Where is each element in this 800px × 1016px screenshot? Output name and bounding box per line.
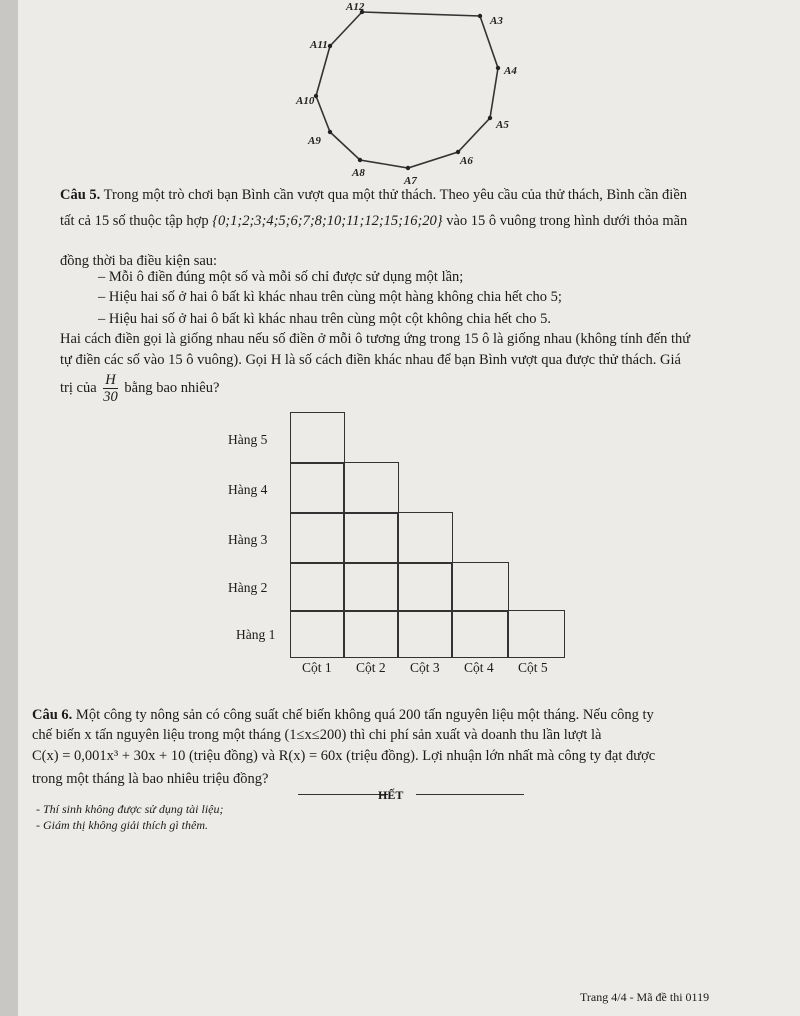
- row-label: Hàng 1: [236, 627, 276, 642]
- vertex-label: A3: [490, 15, 503, 27]
- q5-condition-1: – Mỗi ô điền đúng một số và mỗi số chỉ được sử dụng một lần;: [98, 269, 464, 285]
- vertex-label: A4: [504, 65, 517, 77]
- col-label: Cột 5: [518, 660, 548, 675]
- col-label: Cột 3: [410, 660, 440, 675]
- col-label: Cột 1: [302, 660, 332, 675]
- grid-cell: [343, 562, 399, 612]
- grid-cell: [290, 412, 345, 464]
- fraction-h-over-30: $\frac{H}{30}$: [103, 372, 118, 405]
- q5-line3: đồng thời ba điều kiện sau:: [60, 253, 218, 269]
- vertex-label: A5: [496, 119, 509, 131]
- q5-line4: Hai cách điền gọi là giống nhau nếu số điền ở mỗi ô tương ứng trong 15 ô là giống nhau (không tính đến thứ: [60, 331, 691, 347]
- divider: [298, 794, 388, 795]
- vertex-label: A12: [346, 1, 365, 13]
- staircase-grid: [18, 0, 800, 700]
- grid-cell: [290, 610, 345, 658]
- grid-cell: [290, 562, 345, 612]
- grid-cell: [397, 512, 453, 564]
- vertex-label: A11: [310, 39, 328, 51]
- vertex-label: A7: [404, 175, 417, 187]
- grid-cell: [343, 512, 399, 564]
- vertex-label: A9: [308, 135, 321, 147]
- vertex-label: A6: [460, 155, 473, 167]
- grid-cell: [451, 562, 509, 612]
- q6-line2: chế biến x tấn nguyên liệu trong một tháng (1≤x≤200) thì chi phí sản xuất và doanh thu lần lượt là: [32, 727, 602, 743]
- q6-line1: Câu 6. Một công ty nông sản có công suất chế biến không quá 200 tấn nguyên liệu một tháng. Nếu công ty: [32, 707, 654, 723]
- note-1: - Thí sinh không được sử dụng tài liệu;: [36, 802, 224, 816]
- grid-cell: [397, 610, 453, 658]
- row-label: Hàng 2: [228, 580, 268, 595]
- row-label: Hàng 4: [228, 482, 268, 497]
- q5-line2: tất cả 15 số thuộc tập hợp {0;1;2;3;4;5;6;7;8;10;11;12;15;16;20} vào 15 ô vuông trong hình dưới thỏa mãn: [60, 213, 688, 229]
- row-label: Hàng 5: [228, 432, 268, 447]
- col-label: Cột 4: [464, 660, 494, 675]
- col-label: Cột 2: [356, 660, 386, 675]
- page-footer: Trang 4/4 - Mã đề thi 0119: [580, 990, 710, 1004]
- q5-title: Câu 5.: [60, 187, 101, 203]
- grid-cell: [397, 562, 453, 612]
- vertex-label: A10: [296, 95, 315, 107]
- divider: [416, 794, 524, 795]
- end-marker: HẾT: [378, 788, 404, 802]
- q5-line6: trị của $\frac{H}{30}$ bằng bao nhiêu?: [60, 372, 220, 405]
- grid-cell: [343, 610, 399, 658]
- number-set: {0;1;2;3;4;5;6;7;8;10;11;12;15;16;20}: [212, 213, 443, 229]
- grid-cell: [290, 462, 345, 514]
- note-2: - Giám thị không giải thích gì thêm.: [36, 818, 208, 832]
- q5-line1: Câu 5. Trong một trò chơi bạn Bình cần vượt qua một thử thách. Theo yêu cầu của thử thách, Bình cần điền: [60, 187, 688, 203]
- q6-line3: C(x) = 0,001x³ + 30x + 10 (triệu đồng) và R(x) = 60x (triệu đồng). Lợi nhuận lớn nhất mà công ty đạt được: [32, 748, 656, 764]
- q5-line5: tự điền các số vào 15 ô vuông). Gọi H là số cách điền khác nhau để bạn Bình vượt qua được thử thách. Giá: [60, 352, 681, 368]
- q6-title: Câu 6.: [32, 707, 73, 723]
- q6-line4: trong một tháng là bao nhiêu triệu đồng?: [32, 771, 269, 787]
- row-label: Hàng 3: [228, 532, 268, 547]
- vertex-label: A8: [352, 167, 365, 179]
- q5-condition-3: – Hiệu hai số ở hai ô bất kì khác nhau trên cùng một cột không chia hết cho 5.: [98, 311, 552, 327]
- grid-cell: [290, 512, 345, 564]
- q5-condition-2: – Hiệu hai số ở hai ô bất kì khác nhau trên cùng một hàng không chia hết cho 5;: [98, 289, 562, 305]
- grid-cell: [507, 610, 565, 658]
- exam-page: [18, 0, 800, 1016]
- grid-cell: [451, 610, 509, 658]
- grid-cell: [343, 462, 399, 514]
